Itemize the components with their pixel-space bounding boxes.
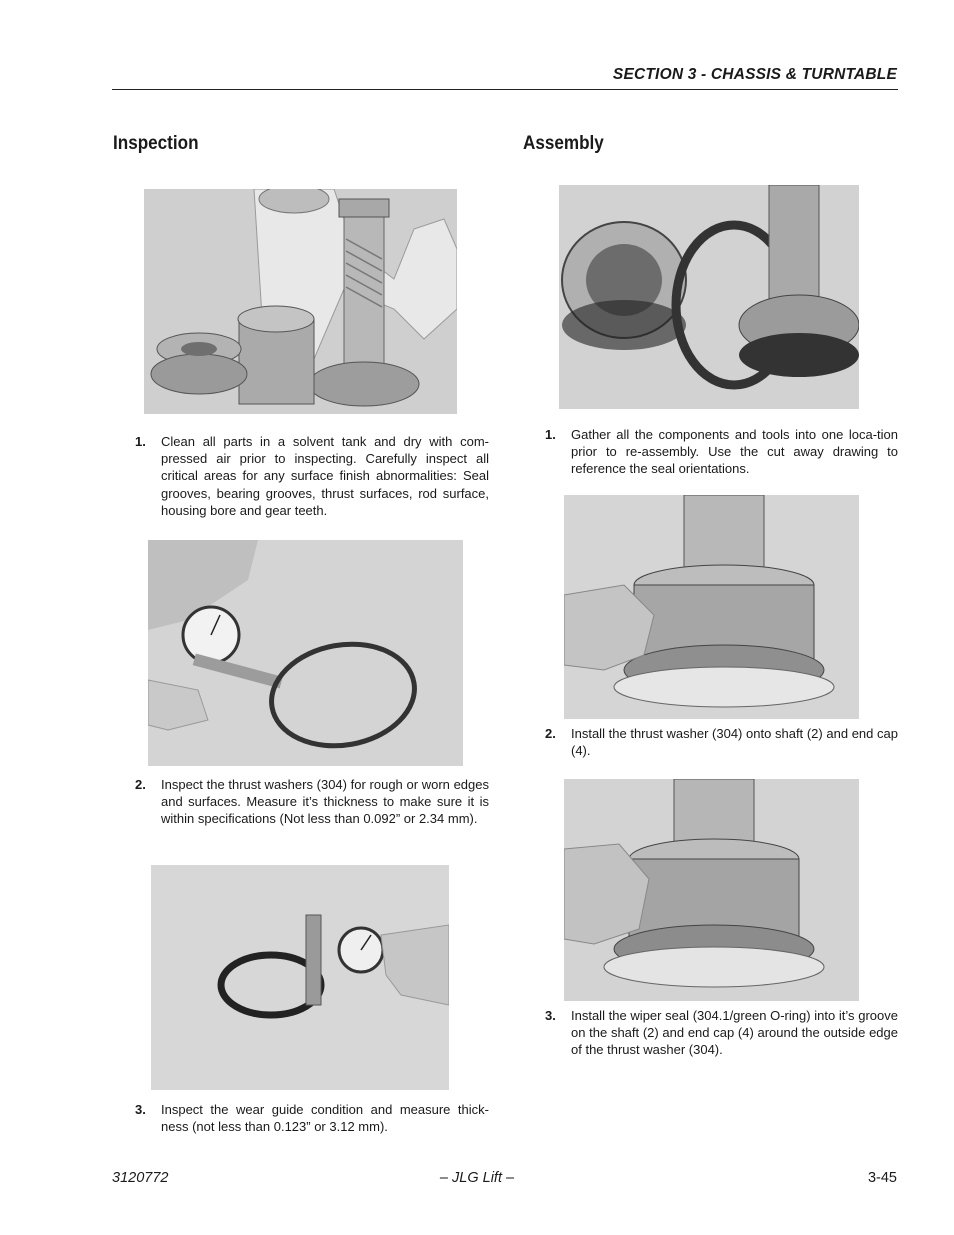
step-number: 2. — [545, 726, 556, 741]
step-number: 1. — [545, 427, 556, 442]
footer-page-number: 3-45 — [867, 1170, 897, 1186]
inspection-heading: Inspection — [113, 133, 199, 154]
photo-components-gathered — [559, 185, 859, 409]
step-text: Gather all the components and tools into one loca-tion prior to re-assembly. Use the cut away drawing to reference the seal orientations. — [571, 427, 898, 477]
step-number: 3. — [135, 1102, 146, 1117]
header-rule — [112, 89, 898, 90]
step-number: 3. — [545, 1008, 556, 1023]
footer-center: – JLG Lift – — [439, 1170, 515, 1186]
inspection-step-2 — [135, 776, 489, 828]
photo-install-thrust-washer — [564, 495, 859, 719]
footer-doc-number: 3120772 — [112, 1170, 169, 1186]
photo-inspection-parts — [144, 189, 457, 414]
step-text: Inspect the wear guide condition and measure thick-ness (not less than 0.123” or 3.12 mm). — [161, 1102, 489, 1135]
step-text: Inspect the thrust washers (304) for rough or worn edges and surfaces. Measure it’s thickness to make sure it is within specifications (Not less than 0.092” or 2.34 mm). — [161, 777, 489, 827]
photo-install-wiper-seal — [564, 779, 859, 1001]
step-text: Install the wiper seal (304.1/green O-ring) into it’s groove on the shaft (2) and end cap (4) around the outside edge of the thrust washer (304). — [571, 1008, 898, 1058]
assembly-heading: Assembly — [523, 133, 604, 154]
step-number: 1. — [135, 434, 146, 449]
inspection-step-1 — [135, 433, 489, 519]
section-header-title: SECTION 3 - CHASSIS & TURNTABLE — [612, 66, 897, 83]
assembly-step-1 — [545, 426, 898, 478]
assembly-step-2 — [545, 725, 898, 759]
step-text: Install the thrust washer (304) onto shaft (2) and end cap (4). — [571, 726, 898, 759]
assembly-step-3 — [545, 1007, 898, 1059]
step-text: Clean all parts in a solvent tank and dry with com-pressed air prior to inspecting. Carefully inspect all critical areas for any surface finish abnormalities: Seal grooves, bearing grooves, thrust surfaces, rod surface, housing bore and gear teeth. — [161, 434, 489, 518]
photo-measure-wear-guide — [151, 865, 449, 1090]
inspection-step-3 — [135, 1101, 489, 1135]
step-number: 2. — [135, 777, 146, 792]
photo-measure-thrust-washer — [148, 540, 463, 766]
